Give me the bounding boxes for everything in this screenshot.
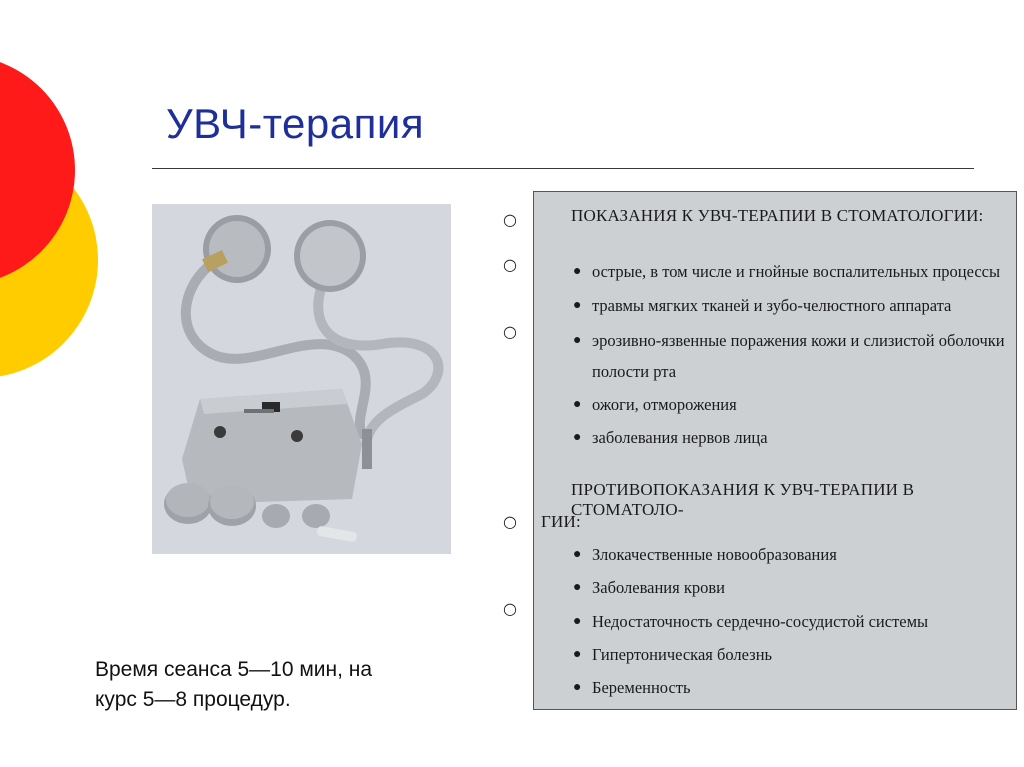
contraindication-text: Гипертоническая болезнь (592, 645, 773, 664)
bullet-dot-icon: ● (573, 680, 582, 695)
decorative-circles (0, 0, 110, 420)
bullet-dot-icon: ● (573, 614, 582, 629)
contraindication-text: Заболевания крови (592, 578, 725, 597)
title-divider (152, 168, 974, 169)
bullet-dot-icon: ● (573, 298, 582, 313)
indication-text: острые, в том числе и гнойные воспалительных процессы (592, 262, 1001, 281)
bullet-dot-icon: ● (573, 647, 582, 662)
slide-title: УВЧ-терапия (166, 100, 425, 147)
contraindications-heading-cont: ГИИ: (541, 512, 581, 531)
caption-line: курс 5—8 процедур. (95, 688, 291, 711)
bullet-dot-icon: ● (573, 547, 582, 562)
indications-heading: ПОКАЗАНИЯ К УВЧ-ТЕРАПИИ В СТОМАТОЛОГИИ: (571, 206, 984, 225)
hollow-bullet-icon: ○ (503, 322, 517, 341)
bullet-dot-icon: ● (573, 333, 582, 348)
contraindication-item (573, 612, 929, 632)
indication-item (573, 428, 768, 448)
contraindications-heading: ПРОТИВОПОКАЗАНИЯ К УВЧ-ТЕРАПИИ В СТОМАТОЛО- (571, 480, 915, 519)
contraindication-item (573, 678, 691, 698)
indication-text: травмы мягких тканей и зубо-челюстного аппарата (592, 296, 952, 315)
bullet-dot-icon: ● (573, 264, 582, 279)
caption-line: Время сеанса 5—10 мин, на (95, 658, 373, 681)
bullet-dot-icon: ● (573, 580, 582, 595)
bullet-column (503, 0, 527, 767)
indication-item (573, 395, 737, 415)
scanned-text-panel (533, 191, 1017, 710)
indication-item (573, 296, 952, 316)
hollow-bullet-icon: ○ (503, 210, 517, 229)
bullet-dot-icon: ● (573, 397, 582, 412)
hollow-bullet-icon: ○ (503, 599, 517, 618)
contraindication-item (573, 645, 773, 665)
hollow-bullet-icon: ○ (503, 255, 517, 274)
indication-text: заболевания нервов лица (592, 428, 768, 447)
contraindication-item (573, 578, 725, 598)
contraindication-text: Злокачественные новообразования (592, 545, 837, 564)
contraindication-text: Недостаточность сердечно-сосудистой системы (592, 612, 929, 631)
indication-item (573, 331, 1005, 351)
hollow-bullet-icon: ○ (503, 512, 517, 531)
indication-text: ожоги, отморожения (592, 395, 737, 414)
indication-continuation (592, 362, 676, 382)
indication-text: полости рта (592, 362, 677, 381)
session-caption (95, 655, 455, 715)
bullet-dot-icon: ● (573, 430, 582, 445)
indication-item (573, 262, 1001, 282)
indication-text: эрозивно-язвенные поражения кожи и слизистой оболочки (592, 331, 1005, 350)
contraindication-item (573, 545, 837, 565)
uhf-device-photo (152, 204, 451, 554)
contraindication-text: Беременность (592, 678, 691, 697)
